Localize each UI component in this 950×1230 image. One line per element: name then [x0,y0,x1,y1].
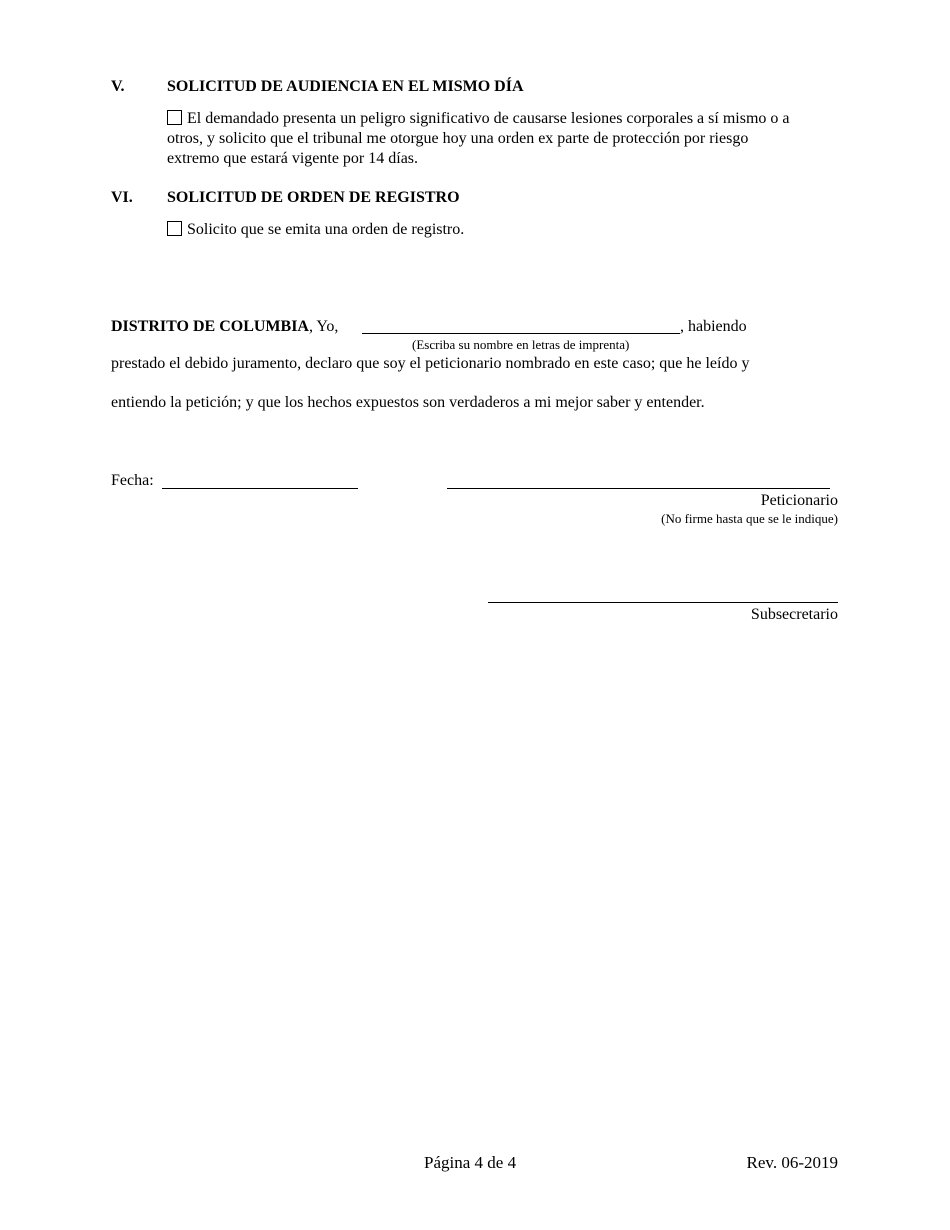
section-v-text-line3: extremo que estará vigente por 14 días. [167,150,419,167]
oath-line2: prestado el debido juramento, declaro que soy el peticionario nombrado en este caso; que he leído y [111,355,750,372]
fecha-label: Fecha: [111,472,154,489]
section-vi-text: Solicito que se emita una orden de registro. [187,221,465,238]
oath-line1 [111,318,338,336]
date-line[interactable] [162,488,358,489]
oath-yo: , Yo, [308,318,339,335]
printed-name-line[interactable] [362,333,680,334]
oath-habiendo: , habiendo [680,318,747,335]
printed-name-hint: (Escriba su nombre en letras de imprenta) [412,337,630,352]
oath-district: DISTRITO DE COLUMBIA [111,318,309,335]
section-v-text-line2: otros, y solicito que el tribunal me otorgue hoy una orden ex parte de protección por riesgo [167,130,749,147]
footer-revision: Rev. 06-2019 [746,1153,838,1172]
section-v-line1 [167,110,789,128]
petitioner-label: Peticionario [760,492,838,509]
search-warrant-checkbox[interactable] [167,221,182,236]
footer-page-number: Página 4 de 4 [424,1153,517,1172]
clerk-label: Subsecretario [750,606,838,623]
section-v-text-line1: El demandado presenta un peligro significativo de causarse lesiones corporales a sí mismo o a [187,110,790,127]
section-v-title: SOLICITUD DE AUDIENCIA EN EL MISMO DÍA [167,78,524,95]
section-vi-line [167,221,464,239]
petitioner-note: (No firme hasta que se le indique) [661,511,838,526]
section-v-number: V. [111,78,125,95]
clerk-signature-line[interactable] [488,602,838,603]
section-vi-number: VI. [111,189,133,206]
section-vi-title: SOLICITUD DE ORDEN DE REGISTRO [167,189,460,206]
same-day-hearing-checkbox[interactable] [167,110,182,125]
oath-line3: entiendo la petición; y que los hechos expuestos son verdaderos a mi mejor saber y entender. [111,394,705,411]
petitioner-signature-line[interactable] [447,488,830,489]
